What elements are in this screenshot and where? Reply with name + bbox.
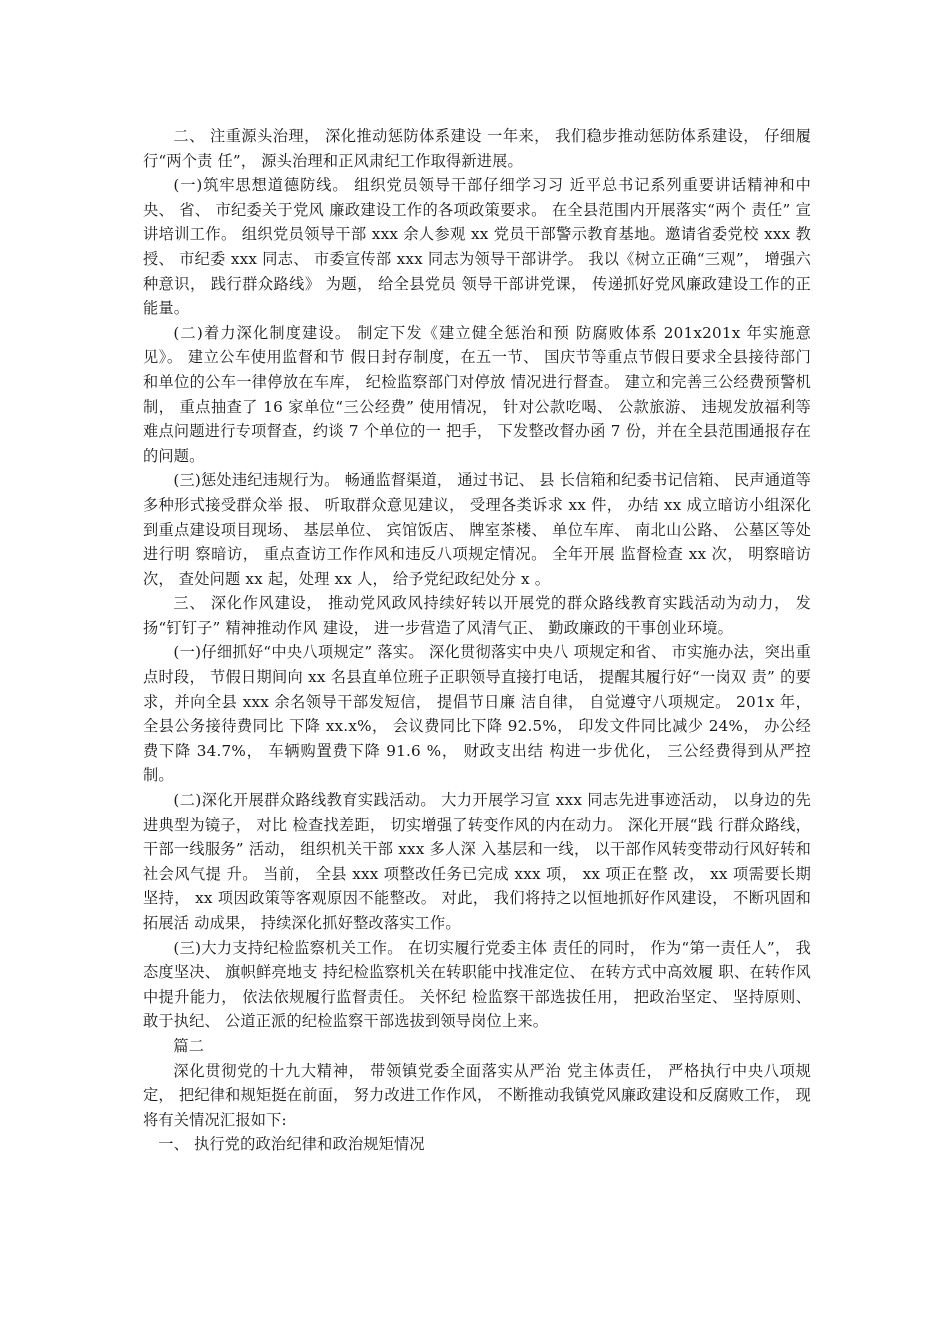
- paragraph-institution-building: (二)着力深化制度建设。 制定下发《建立健全惩治和预 防腐败体系 201x201x 年实施意见》。 建立公车使用监督和节 假日封存制度，在五一节、 国庆节等重点节假日要求全县接待部门和单位的公车一律停放在车库， 纪检监察部门对停放 情况进行督查。 建立和完善三公经费预警机制， 重点抽查了 16 家单位“三公经费” 使用情况， 针对公款吃喝、 公款旅游、 违规发放福利等难点问题进行专项督查，约谈 7 个单位的一 把手， 下发整改督办函 7 份，并在全县范围通报存在的问题。: [143, 323, 811, 465]
- paragraph-section-two-heading: 二、 注重源头治理， 深化推动惩防体系建设 一年来， 我们稳步推动惩防体系建设， 仔细履行“两个责 任”， 源头治理和正风肃纪工作取得新进展。: [143, 127, 811, 170]
- paragraph-part-two-section-one: 一、 执行党的政治纪律和政治规矩情况: [158, 1135, 425, 1154]
- paragraph-support-inspection: (三)大力支持纪检监察机关工作。 在切实履行党委主体 责任的同时， 作为“第一责任人”， 我态度坚决、 旗帜鲜亮地支 持纪检监察机关在转职能中找准定位、 在转方式中高效履 职、在转作风中提升能力， 依法依规履行监督责任。 关怀纪 检监察干部选拔任用， 把政治坚定、 坚持原则、 敢于执纪、 公道正派的纪检监察干部选拔到领导岗位上来。: [143, 938, 811, 1031]
- paragraph-part-two-intro: 深化贯彻党的十九大精神， 带领镇党委全面落实从严治 党主体责任， 严格执行中央八项规定， 把纪律和规矩挺在前面， 努力改进工作作风， 不断推动我镇党风廉政建设和反腐败工作， 现将有关情况汇报如下:: [143, 1061, 811, 1129]
- paragraph-eight-regulations: (一)仔细抓好“中央八项规定” 落实。 深化贯彻落实中央八 项规定和省、 市实施办法，突出重点时段， 节假日期间向 xx 名县直单位班子正职领导直接打电话， 提醒其履行好“一岗双 责” 的要求，并向全县 xxx 余名领导干部发短信， 提倡节日廉 洁自律， 自觉遵守八项规定。 201x 年， 全县公务接待费同比 下降 xx.x%， 会议费同比下降 92.5%， 印发文件同比减少 24%， 办公经费下降 34.7%， 车辆购置费下降 91.6 %， 财政支出结 构进一步优化， 三公经费得到从严控制。: [143, 643, 811, 785]
- paragraph-discipline-punishment: (三)惩处违纪违规行为。 畅通监督渠道， 通过书记、 县 长信箱和纪委书记信箱、 民声通道等多种形式接受群众举 报、 听取群众意见建议， 受理各类诉求 xx 件， 办结 xx 成立暗访小组深化到重点建设项目现场、 基层单位、 宾馆饭店、 牌室茶楼、 单位车库、 南北山公路、 公墓区等处进行明 察暗访， 重点查访工作作风和违反八项规定情况。 全年开展 监督检查 xx 次， 明察暗访 次， 查处问题 xx 起，处理 xx 人， 给予党纪政纪处分 x 。: [143, 471, 811, 588]
- paragraph-mass-line-campaign: (二)深化开展群众路线教育实践活动。 大力开展学习宣 xxx 同志先进事迹活动， 以身边的先进典型为镜子， 对比 检查找差距， 切实增强了转变作风的内在动力。 深化开展“践 行群众路线， 干部一线服务” 活动， 组织机关干部 xxx 多人深 入基层和一线， 以干部作风转变带动行风好转和社会风气提 升。 当前， 全县 xxx 项整改任务已完成 xxx 项， xx 项正在整 改， xx 项需要长期坚持， xx 项因政策等客观原因不能整改。 对此， 我们将持之以恒地抓好作风建设， 不断巩固和拓展活 动成果， 持续深化抓好整改落实工作。: [143, 791, 811, 932]
- paragraph-ideology-defense: (一)筑牢思想道德防线。 组织党员领导干部仔细学习习 近平总书记系列重要讲话精神和中央、 省、 市纪委关于党风 廉政建设工作的各项政策要求。 在全县范围内开展落实“两个 责任” 宣讲培训工作。 组织党员领导干部 xxx 余人参观 xx 党员干部警示教育基地。邀请省委党校 xxx 教授、 市纪委 xxx 同志、 市委宣传部 xxx 同志为领导干部讲学。 我以《树立正确“三观”， 增强六种意识， 践行群众路线》 为题， 给全县党员 领导干部讲党课， 传递抓好党风廉政建设工作的正能量。: [143, 176, 811, 318]
- paragraph-section-three-heading: 三、 深化作风建设， 推动党风政风持续好转以开展党的群众路线教育实践活动为动力， 发扬“钉钉子” 精神推动作风 建设， 进一步营造了风清气正、 勤政廉政的干事创业环境。: [143, 594, 811, 637]
- document-body: [143, 124, 811, 1157]
- paragraph-part-two-title: 篇二: [173, 1036, 205, 1055]
